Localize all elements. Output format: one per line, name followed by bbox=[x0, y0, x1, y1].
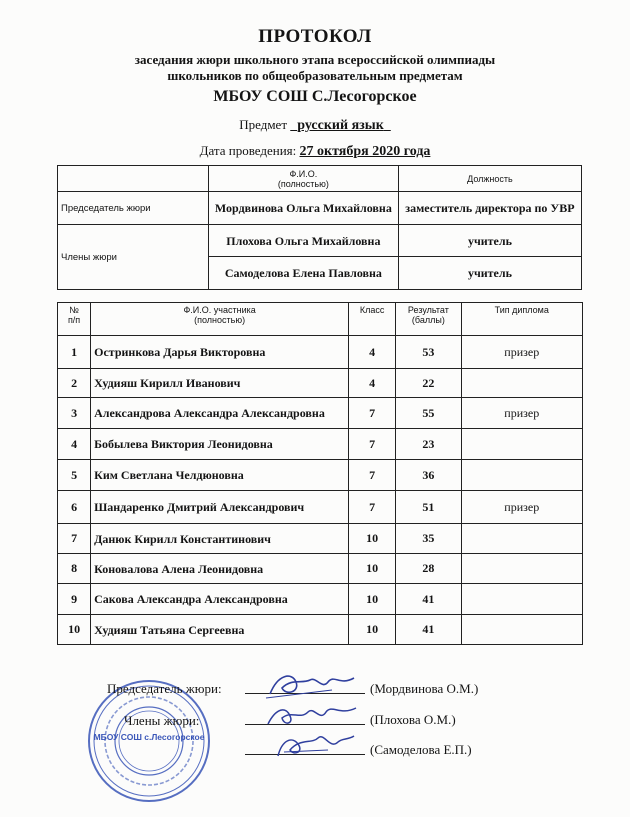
row-score: 22 bbox=[396, 369, 461, 398]
member1-signature bbox=[262, 700, 362, 732]
members-role: Члены жюри bbox=[58, 225, 209, 290]
school-name: МБОУ СОШ С.Лесогорское bbox=[213, 88, 417, 105]
row-participant: Худияш Татьяна Сергеевна bbox=[91, 615, 349, 645]
row-class: 7 bbox=[349, 429, 396, 460]
class-header: Класс bbox=[349, 303, 396, 336]
row-participant: Худияш Кирилл Иванович bbox=[91, 369, 349, 398]
table-row bbox=[58, 460, 583, 491]
member-position: учитель bbox=[398, 257, 581, 290]
chair-sign-name: (Мордвинова О.М.) bbox=[370, 681, 479, 696]
date-line bbox=[0, 143, 630, 160]
row-score: 51 bbox=[396, 491, 461, 524]
row-score: 28 bbox=[396, 554, 461, 584]
row-score: 36 bbox=[396, 460, 461, 491]
row-num: 5 bbox=[58, 460, 91, 491]
chair-position: заместитель директора по УВР bbox=[398, 192, 581, 225]
row-participant: Бобылева Виктория Леонидовна bbox=[91, 429, 349, 460]
table-row bbox=[58, 336, 583, 369]
row-num: 10 bbox=[58, 615, 91, 645]
row-diploma bbox=[461, 584, 583, 615]
member-name: Плохова Ольга Михайловна bbox=[208, 225, 398, 257]
row-class: 10 bbox=[349, 554, 396, 584]
jury-position-header: Должность bbox=[398, 166, 581, 192]
row-num: 8 bbox=[58, 554, 91, 584]
jury-corner-cell bbox=[58, 166, 209, 192]
row-diploma bbox=[461, 554, 583, 584]
row-num: 1 bbox=[58, 336, 91, 369]
member-name: Самоделова Елена Павловна bbox=[208, 257, 398, 290]
row-num: 4 bbox=[58, 429, 91, 460]
row-class: 10 bbox=[349, 524, 396, 554]
row-diploma bbox=[461, 524, 583, 554]
row-diploma: призер bbox=[461, 336, 583, 369]
table-row bbox=[58, 429, 583, 460]
subtitle-line-2: школьников по общеобразовательным предметам bbox=[167, 68, 463, 83]
jury-table bbox=[57, 165, 582, 290]
subject-value: русский язык bbox=[297, 118, 384, 133]
member2-signature bbox=[268, 730, 358, 762]
row-diploma bbox=[461, 460, 583, 491]
row-score: 53 bbox=[396, 336, 461, 369]
participant-header: Ф.И.О. участника (полностью) bbox=[91, 303, 349, 336]
row-class: 7 bbox=[349, 460, 396, 491]
score-header: Результат (баллы) bbox=[396, 303, 461, 336]
jury-name-header: Ф.И.О. (полностью) bbox=[208, 166, 398, 192]
row-class: 4 bbox=[349, 369, 396, 398]
date-label: Дата проведения: bbox=[199, 143, 297, 158]
row-participant: Коновалова Алена Леонидовна bbox=[91, 554, 349, 584]
row-participant: Александрова Александра Александровна bbox=[91, 398, 349, 429]
row-num: 7 bbox=[58, 524, 91, 554]
diploma-header: Тип диплома bbox=[461, 303, 583, 336]
date-value: 27 октября 2020 года bbox=[299, 144, 431, 159]
row-participant: Данюк Кирилл Константинович bbox=[91, 524, 349, 554]
chair-name: Мордвинова Ольга Михайловна bbox=[208, 192, 398, 225]
row-class: 7 bbox=[349, 491, 396, 524]
table-row bbox=[58, 491, 583, 524]
row-class: 7 bbox=[349, 398, 396, 429]
num-header: № п/п bbox=[58, 303, 91, 336]
row-num: 3 bbox=[58, 398, 91, 429]
row-participant: Шандаренко Дмитрий Александрович bbox=[91, 491, 349, 524]
member2-sign-name: (Самоделова Е.П.) bbox=[370, 742, 472, 757]
row-class: 10 bbox=[349, 584, 396, 615]
member1-sign-name: (Плохова О.М.) bbox=[370, 712, 456, 727]
row-diploma: призер bbox=[461, 398, 583, 429]
member-position: учитель bbox=[398, 225, 581, 257]
row-participant: Сакова Александра Александровна bbox=[91, 584, 349, 615]
chair-signature bbox=[262, 668, 362, 702]
subject-label: Предмет bbox=[239, 117, 288, 132]
chair-sign-label: Председатель жюри: bbox=[107, 681, 222, 696]
members-sign-label: Члены жюри: bbox=[124, 713, 200, 728]
table-row bbox=[58, 615, 583, 645]
table-row bbox=[58, 524, 583, 554]
results-body bbox=[58, 336, 583, 645]
row-score: 41 bbox=[396, 615, 461, 645]
row-diploma bbox=[461, 429, 583, 460]
row-score: 55 bbox=[396, 398, 461, 429]
table-row bbox=[58, 369, 583, 398]
row-participant: Остринкова Дарья Викторовна bbox=[91, 336, 349, 369]
row-class: 4 bbox=[349, 336, 396, 369]
row-class: 10 bbox=[349, 615, 396, 645]
row-num: 6 bbox=[58, 491, 91, 524]
row-num: 9 bbox=[58, 584, 91, 615]
row-diploma bbox=[461, 369, 583, 398]
stamp-center-text: МБОУ СОШ с.Лесогорское bbox=[93, 732, 205, 742]
table-row bbox=[58, 554, 583, 584]
results-table bbox=[57, 302, 583, 645]
row-diploma bbox=[461, 615, 583, 645]
row-score: 41 bbox=[396, 584, 461, 615]
document-subtitle bbox=[0, 52, 630, 84]
row-diploma: призер bbox=[461, 491, 583, 524]
document-title: ПРОТОКОЛ bbox=[258, 26, 372, 47]
row-score: 35 bbox=[396, 524, 461, 554]
table-row bbox=[58, 398, 583, 429]
row-score: 23 bbox=[396, 429, 461, 460]
row-num: 2 bbox=[58, 369, 91, 398]
subtitle-line-1: заседания жюри школьного этапа всероссийской олимпиады bbox=[134, 52, 496, 67]
table-row bbox=[58, 584, 583, 615]
row-participant: Ким Светлана Челдюновна bbox=[91, 460, 349, 491]
subject-line bbox=[0, 117, 630, 134]
chair-role: Председатель жюри bbox=[58, 192, 209, 225]
